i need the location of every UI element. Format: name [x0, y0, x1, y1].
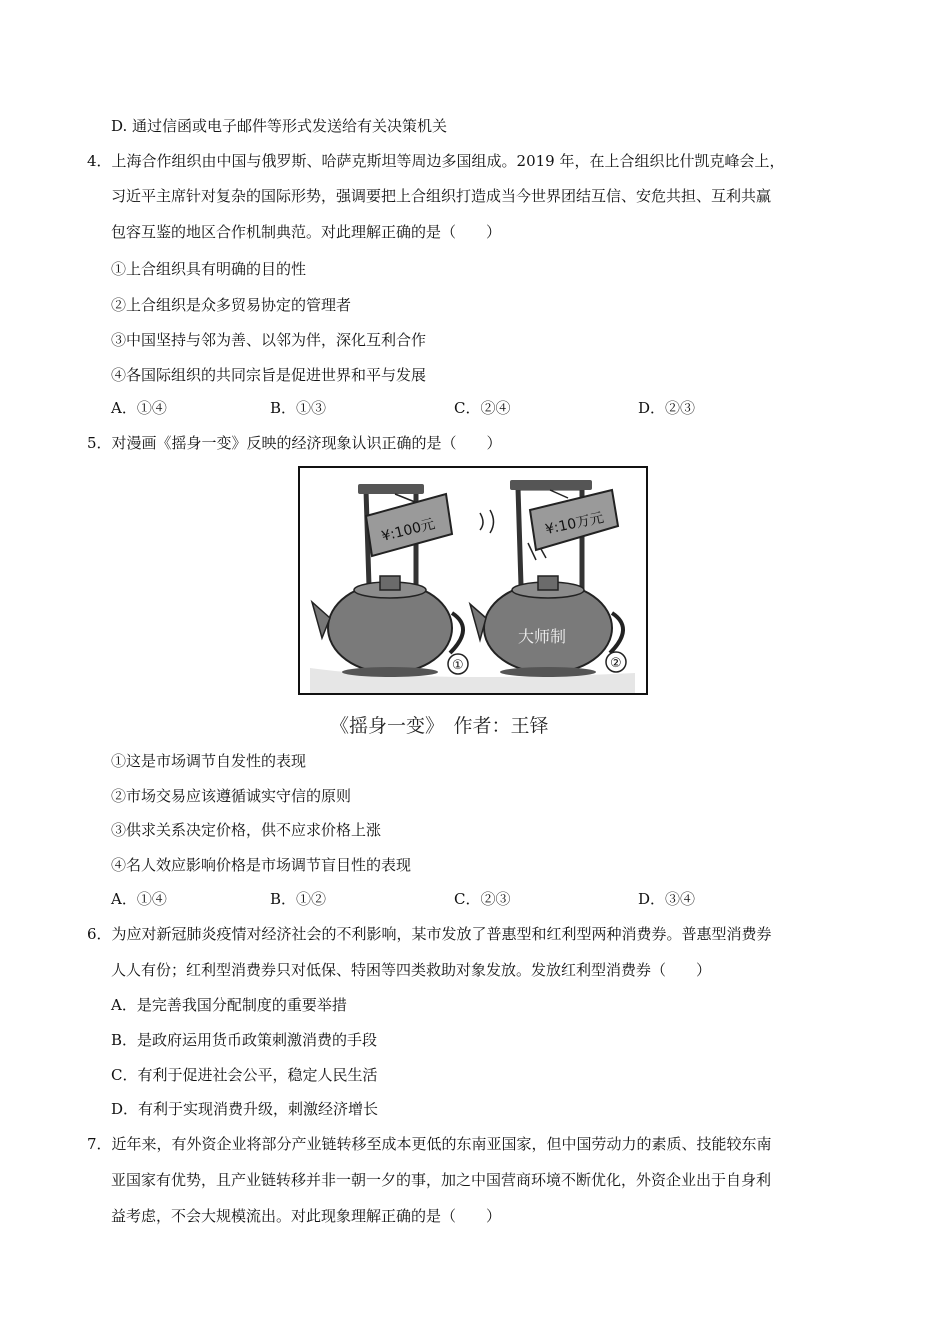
q5-item-2: ②市场交易应该遵循诚实守信的原则 [111, 787, 352, 805]
q4-stem-line2: 习近平主席针对复杂的国际形势，强调要把上合组织打造成当今世界团结互信、安危共担、互利共赢 [111, 187, 772, 205]
q4-option-c: C．②④ [454, 399, 511, 417]
q7-stem-line1: 7．近年来，有外资企业将部分产业链转移至成本更低的东南亚国家，但中国劳动力的素质、技能较东南 [87, 1135, 772, 1153]
q4-item-1: ①上合组织具有明确的目的性 [111, 260, 307, 278]
q6-option-c: C．有利于促进社会公平，稳定人民生活 [111, 1066, 378, 1084]
q7-stem-line2: 亚国家有优势，且产业链转移并非一朝一夕的事，加之中国营商环境不断优化，外资企业出于自身利 [111, 1171, 772, 1189]
q5-stem: 5．对漫画《摇身一变》反映的经济现象认识正确的是（ ） [87, 434, 502, 452]
q6-option-a: A．是完善我国分配制度的重要举措 [111, 996, 347, 1014]
price-tag-2 [530, 490, 618, 550]
q5-option-a: A．①④ [111, 890, 167, 908]
q5-option-d: D．③④ [638, 890, 696, 908]
q6-stem-line2: 人人有份；红利型消费券只对低保、特困等四类救助对象发放。发放红利型消费券（ ） [111, 961, 712, 979]
q5-option-b: B．①② [270, 890, 327, 908]
price-tag-1 [366, 494, 452, 556]
q4-stem-line1: 4．上海合作组织由中国与俄罗斯、哈萨克斯坦等周边多国组成。2019 年，在上合组织比什凯克峰会上， [87, 152, 785, 170]
q3-option-d: D. 通过信函或电子邮件等形式发送给有关决策机关 [111, 117, 448, 135]
q4-stem-line3: 包容互鉴的地区合作机制典范。对此理解正确的是（ ） [111, 223, 502, 241]
q5-option-c: C．②③ [454, 890, 511, 908]
pot-1-number: ① [452, 658, 464, 673]
q5-item-1: ①这是市场调节自发性的表现 [111, 752, 307, 770]
q7-stem-line3: 益考虑，不会大规模流出。对此现象理解正确的是（ ） [111, 1207, 502, 1225]
q4-item-2: ②上合组织是众多贸易协定的管理者 [111, 296, 352, 314]
q5-item-4: ④名人效应影响价格是市场调节盲目性的表现 [111, 856, 412, 874]
cartoon-caption: 《摇身一变》 作者：王铎 [330, 715, 549, 737]
q4-option-a: A．①④ [111, 399, 167, 417]
q4-option-b: B．①③ [270, 399, 327, 417]
q4-option-d: D．②③ [638, 399, 696, 417]
q4-item-4: ④各国际组织的共同宗旨是促进世界和平与发展 [111, 366, 427, 384]
cartoon-image [298, 466, 648, 695]
price-tag-1-text: ¥:100元 [379, 516, 437, 545]
pot-2-label: 大师制 [518, 627, 567, 646]
q5-item-3: ③供求关系决定价格，供不应求价格上涨 [111, 821, 382, 839]
cartoon-teapots [300, 468, 646, 693]
price-tag-2-text: ¥:10万元 [543, 509, 606, 538]
pot-2-number: ② [610, 656, 622, 671]
q6-option-d: D．有利于实现消费升级，刺激经济增长 [111, 1100, 379, 1118]
q6-stem-line1: 6．为应对新冠肺炎疫情对经济社会的不利影响，某市发放了普惠型和红利型两种消费券。普惠型消费券 [87, 925, 772, 943]
q4-item-3: ③中国坚持与邻为善、以邻为伴，深化互利合作 [111, 331, 427, 349]
q6-option-b: B．是政府运用货币政策刺激消费的手段 [111, 1031, 378, 1049]
